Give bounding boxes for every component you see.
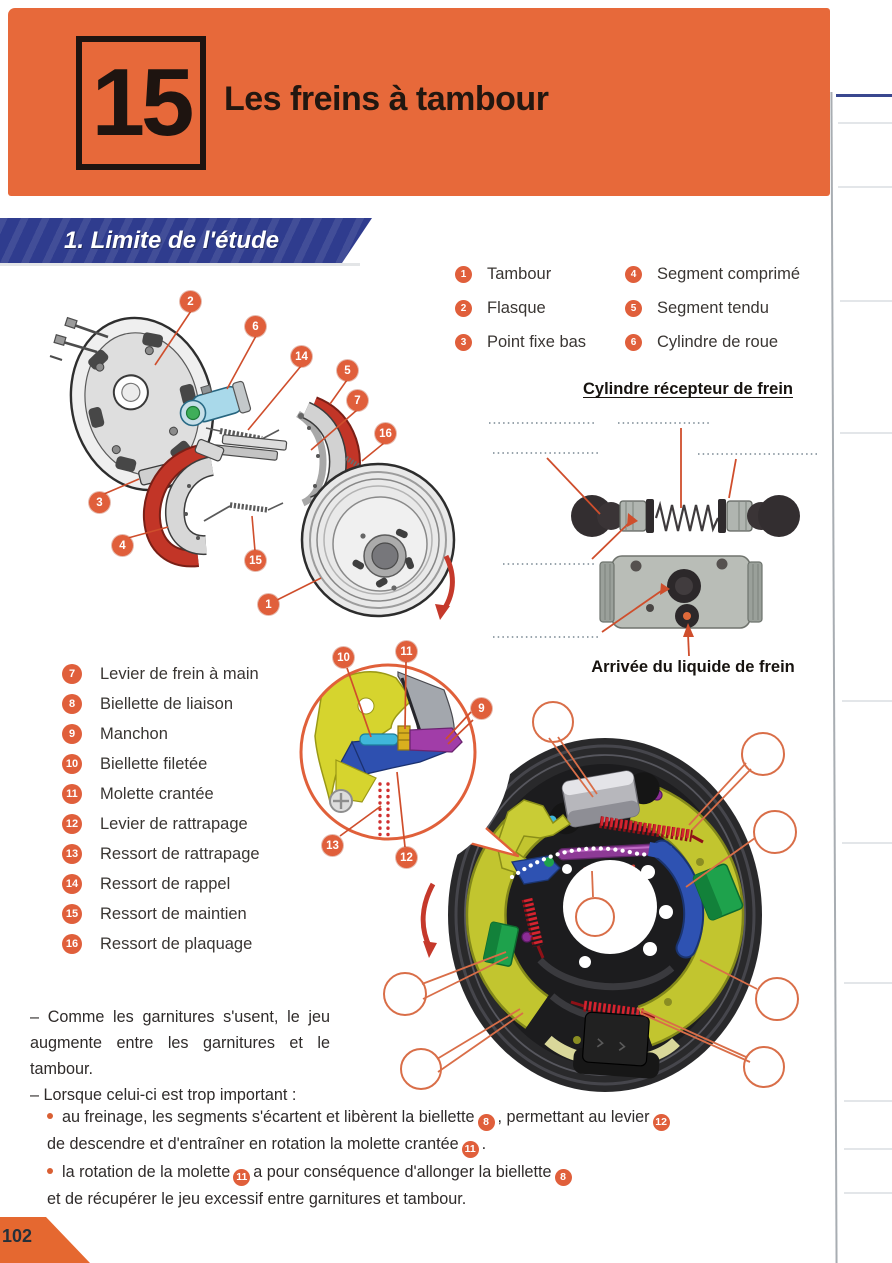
chapter-number-box <box>76 36 206 170</box>
scan-artifact <box>844 1100 892 1102</box>
holddown-spring-drawing <box>204 503 283 521</box>
callout-badge: 4 <box>112 535 133 556</box>
page-title: Les freins à tambour <box>224 80 549 118</box>
cylinder-parts-drawing <box>571 495 800 628</box>
bullet-text: de descendre et d'entraîner en rotation la molette crantée <box>47 1135 459 1153</box>
scan-artifact <box>838 186 892 188</box>
item-number-badge: 8 <box>62 694 82 714</box>
chapter-header-band <box>8 8 830 196</box>
callout-badge: 5 <box>337 360 358 381</box>
legend-item <box>625 265 800 284</box>
item-label: Cylindre de roue <box>657 333 779 351</box>
legend-item <box>455 333 586 352</box>
callout-badge: 14 <box>291 346 312 367</box>
callout-badge: 11 <box>396 641 417 662</box>
item-number-badge: 1 <box>455 266 472 283</box>
item-label: Ressort de rattrapage <box>100 844 260 863</box>
item-number-badge: 7 <box>62 664 82 684</box>
item-number-badge: 3 <box>455 334 472 351</box>
blank-answer-circle <box>575 897 615 937</box>
ref-badge: 11 <box>233 1169 250 1186</box>
callout-badge: 7 <box>347 390 368 411</box>
legend-item <box>62 694 260 714</box>
legend-item <box>455 299 586 318</box>
item-label: Ressort de plaquage <box>100 934 253 953</box>
chapter-number: 15 <box>91 49 191 156</box>
item-label: Flasque <box>487 299 546 317</box>
ref-badge: 11 <box>462 1141 479 1158</box>
item-number-badge: 16 <box>62 934 82 954</box>
bullet-rotation <box>47 1159 859 1213</box>
item-label: Biellette de liaison <box>100 694 233 713</box>
item-number-badge: 11 <box>62 784 82 804</box>
item-number-badge: 5 <box>625 300 642 317</box>
cylinder-figure-caption: Arrivée du liquide de frein <box>591 658 795 676</box>
item-label: Biellette filetée <box>100 754 208 773</box>
callout-badge: 16 <box>375 423 396 444</box>
banner-shadow <box>0 263 360 266</box>
blank-answer-circle <box>755 977 799 1021</box>
item-number-badge: 12 <box>62 814 82 834</box>
item-number-badge: 9 <box>62 724 82 744</box>
callout-badge: 9 <box>471 698 492 719</box>
callout-badge: 6 <box>245 316 266 337</box>
legend-item <box>62 874 260 894</box>
legend-item <box>62 934 260 954</box>
item-label: Segment comprimé <box>657 265 801 283</box>
ref-badge: 12 <box>653 1114 670 1131</box>
inset-sleeve <box>410 728 462 752</box>
callout-badge: 15 <box>245 550 266 571</box>
scan-artifact <box>844 1148 892 1150</box>
bullet-text: , permettant au levier <box>497 1108 650 1126</box>
item-label: Ressort de maintien <box>100 904 247 923</box>
legend-item <box>62 904 260 924</box>
bullet-braking <box>47 1104 859 1158</box>
blank-answer-circle <box>743 1046 785 1088</box>
item-label: Molette crantée <box>100 784 214 803</box>
inset-threaded-rod <box>360 734 398 745</box>
bullet-text: au freinage, les segments s'écartent et libèrent la biellette <box>62 1108 475 1126</box>
blank-answer-circle <box>400 1048 442 1090</box>
drum-drawing <box>302 464 454 616</box>
scan-artifact <box>840 300 892 302</box>
item-number-badge: 15 <box>62 904 82 924</box>
blank-answer-circle <box>532 701 574 743</box>
page-number: 102 <box>2 1226 33 1246</box>
callout-badge: 3 <box>89 492 110 513</box>
item-number-badge: 14 <box>62 874 82 894</box>
parts-legend <box>62 664 260 954</box>
item-label: Levier de frein à main <box>100 664 259 683</box>
legend-item <box>455 265 586 284</box>
legend-item <box>625 333 800 352</box>
legend-item <box>62 784 260 804</box>
next-page-banner-edge <box>836 94 892 97</box>
blank-answer-circle <box>741 732 785 776</box>
exploded-diagram <box>50 303 454 620</box>
blank-answer-circle <box>753 810 797 854</box>
cylinder-figure <box>489 423 817 656</box>
scan-artifact <box>838 122 892 124</box>
cylinder-figure-title: Cylindre récepteur de frein <box>583 380 793 398</box>
scan-artifact <box>844 1192 892 1194</box>
callout-badge: 12 <box>396 847 417 868</box>
scan-artifact <box>842 842 892 844</box>
section-title: 1. Limite de l'étude <box>64 227 280 254</box>
callout-badge: 2 <box>180 291 201 312</box>
item-label: Ressort de rappel <box>100 874 231 893</box>
condition-paragraph: – Lorsque celui-ci est trop important : <box>30 1086 297 1104</box>
scan-artifact <box>842 700 892 702</box>
legend-column-2 <box>625 265 800 352</box>
bullet-text: a pour conséquence d'allonger la biellette <box>253 1163 552 1181</box>
legend-item <box>62 844 260 864</box>
inset-magnifier <box>282 646 518 858</box>
blank-answer-circle <box>383 972 427 1016</box>
item-number-badge: 6 <box>625 334 642 351</box>
item-number-badge: 13 <box>62 844 82 864</box>
scan-artifact <box>844 982 892 984</box>
legend-item <box>62 814 260 834</box>
item-label: Tambour <box>487 265 552 283</box>
legend-column-1 <box>455 265 586 352</box>
bullet-dot <box>47 1168 53 1174</box>
callout-badge: 10 <box>333 647 354 668</box>
ref-badge: 8 <box>478 1114 495 1131</box>
legend-item <box>62 664 260 684</box>
scan-artifact <box>840 432 892 434</box>
item-number-badge: 10 <box>62 754 82 774</box>
item-label: Levier de rattrapage <box>100 814 248 833</box>
bullet-text: et de récupérer le jeu excessif entre garnitures et tambour. <box>47 1190 467 1208</box>
legend-item <box>62 724 260 744</box>
item-label: Point fixe bas <box>487 333 587 351</box>
bullet-text: la rotation de la molette <box>62 1163 231 1181</box>
item-label: Segment tendu <box>657 299 769 317</box>
callout-badge: 1 <box>258 594 279 615</box>
callout-badge: 13 <box>322 835 343 856</box>
strut-drawing <box>213 434 287 461</box>
item-number-badge: 2 <box>455 300 472 317</box>
legend-item <box>625 299 800 318</box>
bullet-text: . <box>481 1135 487 1153</box>
legend-item <box>62 754 260 774</box>
item-number-badge: 4 <box>625 266 642 283</box>
wear-paragraph: – Comme les garnitures s'usent, le jeu augmente entre les garnitures et le tambour. <box>30 1008 330 1078</box>
item-label: Manchon <box>100 724 168 743</box>
bullet-dot <box>47 1113 53 1119</box>
inset-wheel <box>398 726 410 750</box>
ref-badge: 8 <box>555 1169 572 1186</box>
